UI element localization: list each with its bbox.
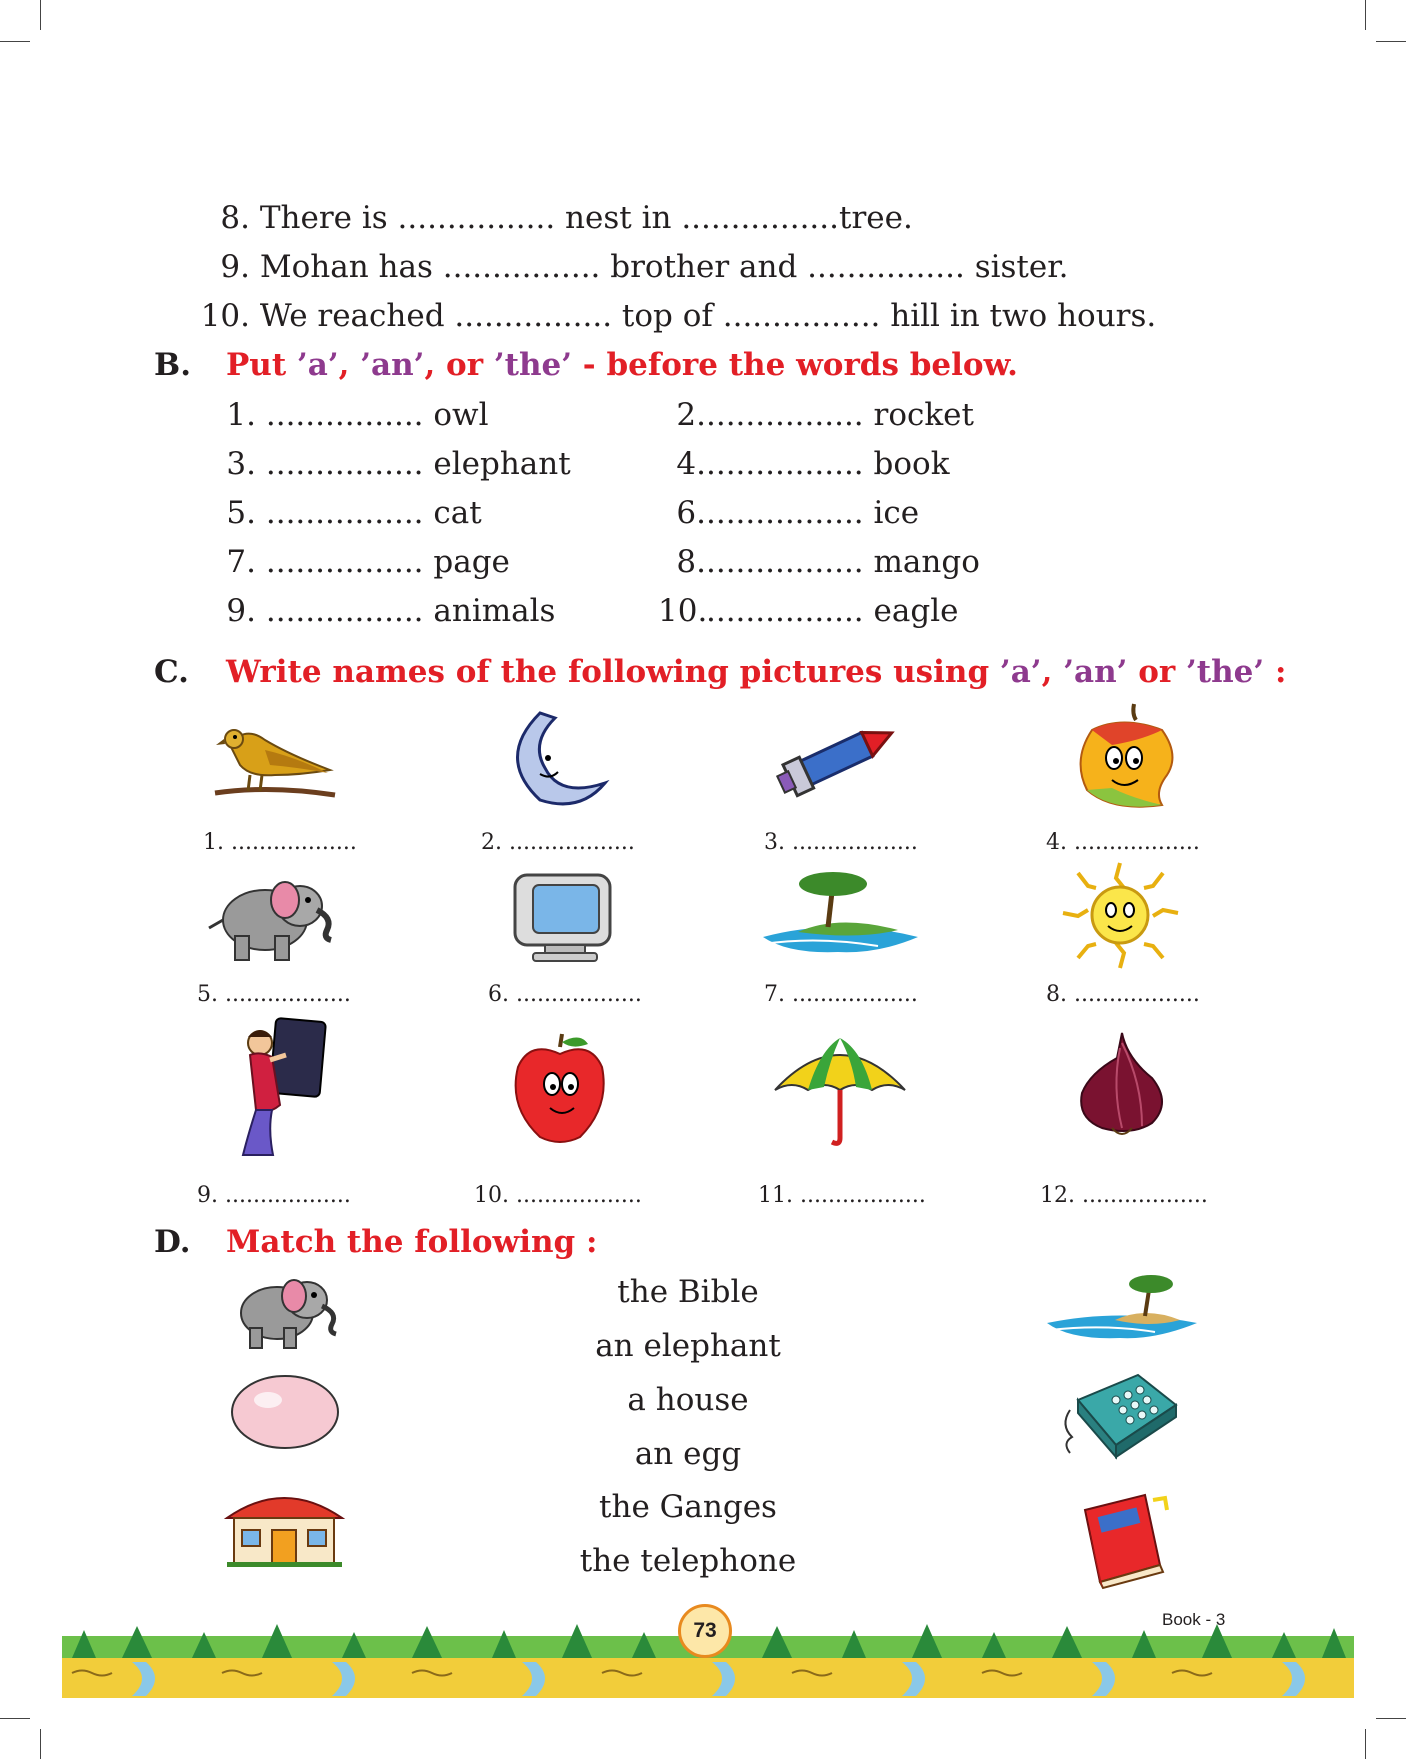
rocket-icon <box>775 712 905 802</box>
match-phrase: an egg <box>634 1436 742 1472</box>
moon-icon <box>500 708 610 808</box>
picture-caption: 6. .................. <box>488 982 642 1007</box>
section-letter-c: C. <box>154 654 189 690</box>
picture-caption: 3. .................. <box>764 830 918 855</box>
eagle-icon <box>210 715 340 805</box>
match-phrase: a house <box>627 1382 749 1418</box>
exercise-b-item: 5. ................ cat <box>226 495 482 531</box>
exercise-b-item: 8................. mango <box>676 544 980 580</box>
section-letter-d: D. <box>154 1224 191 1260</box>
picture-caption: 4. .................. <box>1046 830 1200 855</box>
exercise-b-item: 3. ................ elephant <box>226 446 571 482</box>
sun-icon <box>1058 858 1183 973</box>
house-icon <box>222 1478 347 1568</box>
match-phrase: the Ganges <box>599 1489 777 1525</box>
exercise-b-item: 4................. book <box>676 446 950 482</box>
elephant-icon <box>205 868 345 963</box>
crop-mark <box>40 1729 41 1759</box>
picture-caption: 7. .................. <box>764 982 918 1007</box>
match-phrase: an elephant <box>595 1328 781 1364</box>
picture-caption: 11. .................. <box>758 1183 926 1208</box>
bible-icon <box>1075 1490 1170 1590</box>
picture-caption: 9. .................. <box>197 1183 351 1208</box>
picture-caption: 1. .................. <box>203 830 357 855</box>
match-phrase: the Bible <box>617 1274 759 1310</box>
crop-mark <box>1365 1729 1366 1759</box>
egg-icon <box>228 1372 343 1452</box>
crop-mark <box>0 41 30 42</box>
exercise-a-line: 10. We reached ................ top of ................ hill in two hours. <box>200 298 1157 334</box>
exercise-b-item: 1. ................ owl <box>226 397 489 433</box>
island-icon <box>758 862 923 962</box>
umbrella-icon <box>770 1030 910 1148</box>
teacher-icon <box>228 1015 328 1160</box>
exercise-b-item: 9. ................ animals <box>226 593 556 629</box>
section-b-heading: Put ’a’, ’an’, or ’the’ - before the words below. <box>226 347 1018 383</box>
exercise-b-item: 7. ................ page <box>226 544 510 580</box>
exercise-a-line: 8. There is ................ nest in ................tree. <box>220 200 913 236</box>
exercise-b-item: 6................. ice <box>676 495 920 531</box>
telephone-icon <box>1058 1365 1183 1460</box>
crop-mark <box>0 1718 30 1719</box>
crop-mark <box>1376 1718 1406 1719</box>
exercise-b-item: 2................. rocket <box>676 397 974 433</box>
picture-caption: 10. .................. <box>474 1183 642 1208</box>
picture-caption: 2. .................. <box>481 830 635 855</box>
section-c-heading: Write names of the following pictures using ’a’, ’an’ or ’the’ : <box>226 654 1287 690</box>
monitor-icon <box>505 870 620 965</box>
section-letter-b: B. <box>154 347 191 383</box>
exercise-a-line: 9. Mohan has ................ brother and ................ sister. <box>220 249 1069 285</box>
crop-mark <box>1365 0 1366 30</box>
match-phrase: the telephone <box>579 1543 797 1579</box>
section-d-heading: Match the following : <box>226 1224 598 1260</box>
picture-caption: 8. .................. <box>1046 982 1200 1007</box>
crop-mark <box>1376 41 1406 42</box>
onion-icon <box>1072 1028 1172 1143</box>
book-label: Book - 3 <box>1162 1610 1226 1629</box>
picture-caption: 12. .................. <box>1040 1183 1208 1208</box>
island-icon <box>1045 1268 1200 1348</box>
crop-mark <box>40 0 41 30</box>
elephant-icon <box>222 1268 347 1353</box>
mango-icon <box>1072 700 1182 815</box>
exercise-b-item: 10................. eagle <box>658 593 959 629</box>
picture-caption: 5. .................. <box>197 982 351 1007</box>
page-number: 73 <box>678 1604 732 1658</box>
apple-icon <box>510 1032 610 1147</box>
